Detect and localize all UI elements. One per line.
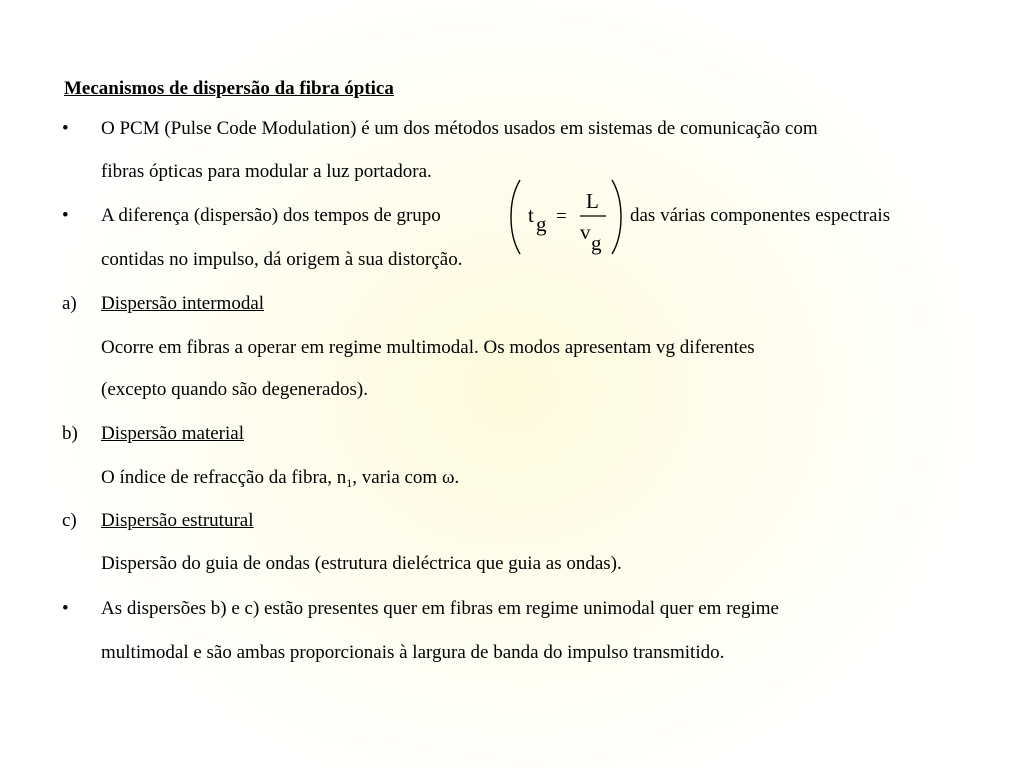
heading-structural-dispersion: Dispersão estrutural [101,510,254,531]
group-delay-formula [510,176,622,258]
material-text-subscript: 1 [346,476,353,490]
bullet-marker-2: • [62,205,69,226]
material-text-line-1 [101,466,459,490]
conclusion-text-line-2: multimodal e são ambas proporcionais à largura de banda do impulso transmitido. [101,642,725,663]
formula-equals: = [556,206,567,227]
list-marker-b: b) [62,423,78,444]
structural-text-line-1: Dispersão do guia de ondas (estrutura dieléctrica que guia as ondas). [101,553,622,574]
formula-denominator-subscript: g [591,231,602,255]
formula-denominator: v [580,220,591,244]
group-delay-text-after: das várias componentes espectrais [630,205,891,226]
pcm-text-line-1: O PCM (Pulse Code Modulation) é um dos métodos usados em sistemas de comunicação com [101,118,818,139]
bullet-marker-1: • [62,118,69,139]
formula-numerator: L [586,189,599,213]
formula-lhs: t [528,203,534,227]
list-marker-a: a) [62,293,77,314]
list-marker-c: c) [62,510,77,531]
group-delay-text-before: A diferença (dispersão) dos tempos de grupo [101,205,441,226]
intermodal-text-line-2: (excepto quando são degenerados). [101,379,368,400]
intermodal-text-line-1: Ocorre em fibras a operar em regime multimodal. Os modos apresentam vg diferentes [101,337,755,358]
heading-material-dispersion: Dispersão material [101,423,244,444]
material-text-after: , varia com ω. [352,467,460,488]
group-delay-text-line-2: contidas no impulso, dá origem à sua distorção. [101,249,463,270]
material-text-before: O índice de refracção da fibra, n [101,467,347,488]
pcm-text-line-2: fibras ópticas para modular a luz portadora. [101,161,432,182]
slide-title: Mecanismos de dispersão da fibra óptica [64,78,394,99]
heading-intermodal-dispersion: Dispersão intermodal [101,293,265,314]
bullet-marker-3: • [62,598,69,619]
formula-lhs-subscript: g [536,212,547,236]
conclusion-text-line-1: As dispersões b) e c) estão presentes quer em fibras em regime unimodal quer em regime [101,598,779,619]
